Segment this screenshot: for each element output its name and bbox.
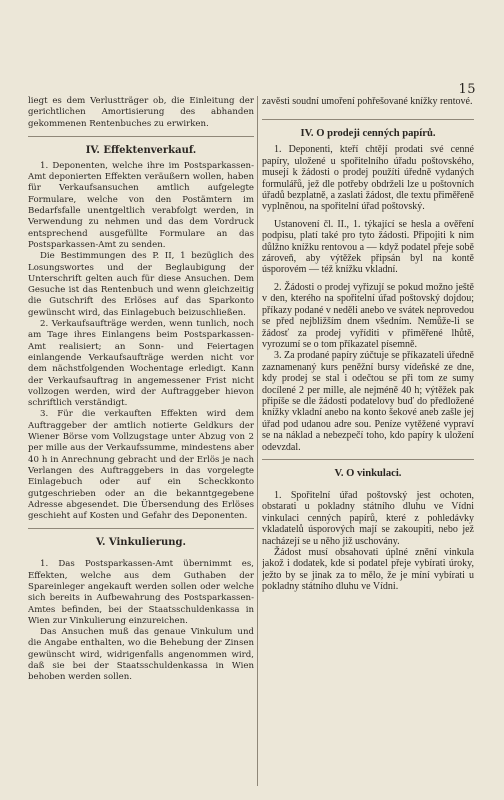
paragraph: Žádost musí obsahovati úplné znění vinkula jakož i dodatek, kde si podatel přeje vybírati úroky, ježto by se jinak za to mělo, že je míní vybírati u pokladny státního dluhu ve Vídni. <box>262 547 474 593</box>
paragraph: 1. Das Postsparkassen-Amt übernimmt es, Effekten, welche aus dem Guthaben der Spareinleger angekauft werden sollen oder welche sich bereits in Aufbewahrung des Postsparkassen-Amtes befinden, bei der Staatsschuldenkassa in Wien zur Vinkulierung einzureichen. <box>28 559 254 626</box>
paragraph: zavěsti soudní umoření pohřešované knížky rentové. <box>262 96 473 107</box>
section-heading: V. Vinkulierung. <box>95 537 187 549</box>
paragraph: 1. Deponenten, welche ihre im Postsparkassen-Amt deponierten Effekten veräußern wollen, haben für Verkaufsansuchen amtlich aufgelegte Formulare, welche von den Postämtern im Bedarfsfalle unentgeltlich verabfolgt werden, in Verwendung zu nehmen und das dem Vordruck entsprechend ausgefüllte Formulare an das Postsparkassen-Amt zu senden. <box>28 160 254 250</box>
paragraph: 2. Žádosti o prodej vyřizují se pokud možno ještě v den, kterého na spořitelní úřad poštovský dojdou; příkazy podané v neděli anebo ve svátek neprovedou se před nejbližším dnem všedním. Nemůže-li se žádosť za prodej vyříditi v přiměřené lhůtě, vyrozumí se o tom příkazatel písemně. <box>262 281 474 350</box>
paragraph: Das Ansuchen muß das genaue Vinkulum und die Angabe enthalten, wo die Behebung der Zinsen gewünscht wird, widrigenfalls angenommen wird, daß sie bei der Staatsschuldenkassa in Wien behoben werden sollen. <box>28 627 254 683</box>
paragraph: Die Bestimmungen des P. II, 1 bezüglich des Losungswortes und der Beglaubigung der Unterschrift gelten auch für diese Ansuchen. Dem Gesuche ist das Rentenbuch und wenn gleichzeitig die Gutschrift des Erlöses auf das Sparkonto gewünscht wird, das Einlagebuch beizuschließen. <box>28 251 254 318</box>
paragraph: 3. Za prodané papíry zúčtuje se příkazateli úředně zaznamenaný kurs peněžní bursy vídeňské ze dne, kdy prodej se stal i odečtou se při tom ze sumy docílené 2 per mille, ale nejméně 40 h; výtěžek pak připíše se dle žádosti podatelovy buď do předložené knížky vkladní anebo na konto šekové aneb zašle jej úřad pod udanou adre sou. Peníze vytěžené vypraví se na náklad a nebezpečí toho, kdo papíry k uložení odevzdal. <box>262 350 474 453</box>
paragraph: 1. Spořitelní úřad poštovský jest ochoten, obstarati u pokladny státního dluhu ve Vídni vinkulaci cenných papírů, které z pohledávky vkladatelů úsporových mají se zakoupiti, nebo jež nacházejí se u něho již uschovány. <box>262 489 474 547</box>
paragraph: 2. Verkaufsaufträge werden, wenn tunlich, noch am Tage ihres Einlangens beim Postsparkassen-Amt realisiert; an Sonn- und Feiertagen einlangende Verkaufsaufträge werden nicht vor dem nächstfolgenden Wochentage erledigt. Kann der Verkaufsauftrag in angemessener Frist nicht vollzogen werden, wird der Auftraggeber hievon schriftlich verständigt. <box>28 319 254 409</box>
page-number: 15 <box>458 82 476 97</box>
section-heading: V. O vinkulaci. <box>334 467 402 479</box>
section-heading: IV. Effektenverkauf. <box>85 144 197 156</box>
paragraph: 3. Für die verkauften Effekten wird dem Auftraggeber der amtlich notierte Geldkurs der Wiener Börse vom Vollzugstage unter Abzug von 2 per mille aus der Verkaufssumme, mindestens aber 40 h in Anrechnung gebracht und der Erlös je nach Verlangen des Auftraggebers in das vorgelegte Einlagebuch oder auf ein Scheckkonto gutgeschrieben oder an die bekanntgegebene Adresse abgesendet. Die Übersendung des Erlöses geschieht auf Kosten und Gefahr des Deponenten. <box>28 409 254 522</box>
section-divider <box>28 136 254 137</box>
column-divider <box>257 96 258 786</box>
paragraph: Ustanovení čl. II., 1. týkající se hesla a ověření podpisu, platí také pro tyto žádosti. Připojiti k nim důlžno knížku rentovou a — když podatel přeje sobě zároveň, aby výtěžek připsán byl na kontě úsporovém — též knížku vkladní. <box>262 218 474 276</box>
section-heading: IV. O prodeji cenných papírů. <box>300 128 436 140</box>
czech-column <box>262 96 474 786</box>
paragraph: 1. Deponenti, kteří chtějí prodati své cenné papíry, uložené u spořitelního úřadu poštovského, musejí k žádosti o prodej použíti úředně vydaných formulářů, jež dle potřeby obdrželi lze u poštovních úřadů bezplatně, a zaslati žádost, dle textu přiměřeně vyplněnou, na spořitelní úřad poštovský. <box>262 144 474 213</box>
german-column <box>28 96 254 786</box>
section-divider <box>262 119 474 120</box>
section-divider <box>262 459 474 460</box>
paragraph: liegt es dem Verlustträger ob, die Einleitung der gerichtlichen Amortisierung des abhanden gekommenen Rentenbuches zu erwirken. <box>28 96 254 129</box>
section-divider <box>28 528 254 529</box>
